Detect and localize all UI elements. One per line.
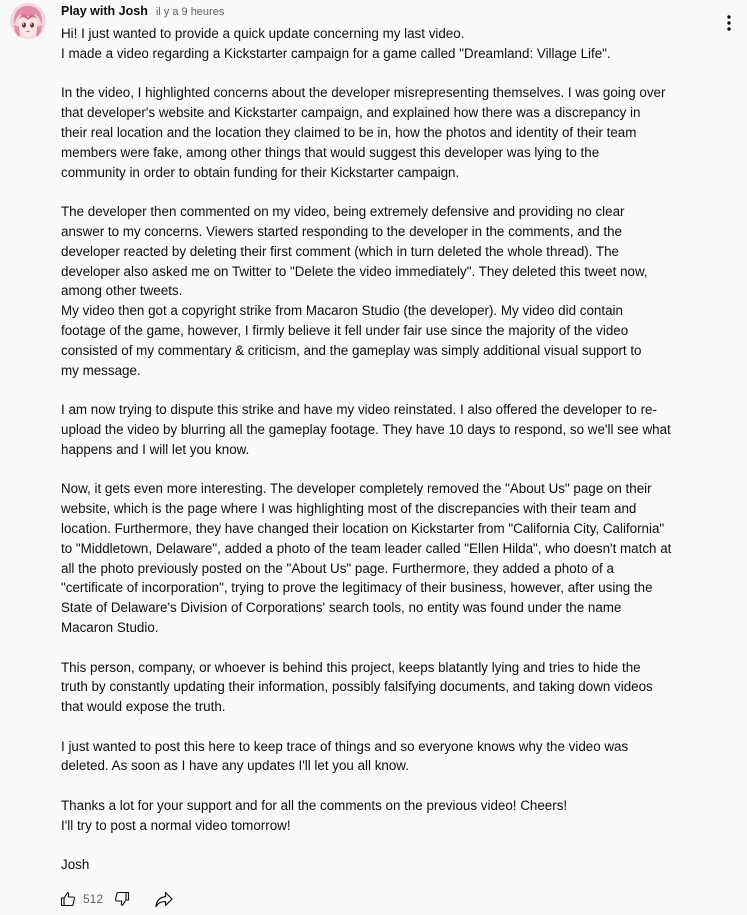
avatar-image <box>10 3 46 39</box>
comment-text-line: Hi! I just wanted to provide a quick update concerning my last video. <box>61 26 465 41</box>
share-button[interactable] <box>153 888 175 910</box>
comment-text-line: Thanks a lot for your support and for all the comments on the previous video! Cheers! <box>61 798 568 814</box>
comment-text-line: location. Furthermore, they have changed their location on Kickstarter from "California City, California" <box>61 520 665 536</box>
comment-body <box>61 24 721 895</box>
comment-text-line: I am now trying to dispute this strike and have my video reinstated. I also offered the developer to re- <box>61 402 657 418</box>
comment-text-line: Macaron Studio. <box>61 619 159 635</box>
comment-text-line: developer also asked me on Twitter to "Delete the video immediately". They deleted this tweet now, <box>61 263 648 279</box>
comment-text-line: website, which is the page where I was highlighting most of the discrepancies with their team and <box>61 501 637 517</box>
comment-text-line: The developer then commented on my video, being extremely defensive and providing no clear <box>61 204 625 220</box>
avatar[interactable] <box>10 3 46 39</box>
dislike-button[interactable] <box>113 890 131 908</box>
comment-text-line: that developer's website and Kickstarter campaign, and explained how there was a discrepancy in <box>61 105 641 121</box>
comment-text-line: In the video, I highlighted concerns about the developer misrepresenting themselves. I was going over <box>61 85 666 101</box>
comment-author[interactable]: Play with Josh <box>61 4 148 18</box>
comment-text-line: members were fake, among other things that would suggest this developer was lying to the <box>61 144 600 160</box>
comment-text-line: "certificate of incorporation", trying to prove the legitimacy of their business, however, after using the <box>61 580 653 596</box>
comment-text-line: I'll try to post a normal video tomorrow! <box>61 817 291 833</box>
comment-text-line: developer reacted by deleting their first comment (which in turn deleted the whole thread). The <box>61 243 619 259</box>
comment-text-line: among other tweets. <box>61 283 183 299</box>
comment-text-line: Josh <box>61 857 90 873</box>
comment-text-line: My video then got a copyright strike from Macaron Studio (the developer). My video did contain <box>61 303 623 319</box>
comment-menu-button[interactable] <box>719 13 739 35</box>
more-vert-icon <box>719 13 739 35</box>
like-button[interactable] <box>59 890 77 908</box>
comment-paragraph <box>61 24 721 64</box>
comment-text-line: to "Middletown, Delaware", added a photo of the team leader called "Ellen Hilda", who doesn't match at <box>61 540 672 556</box>
comment-paragraph <box>61 479 721 637</box>
comment-text-line: that would expose the truth. <box>61 699 226 715</box>
comment-text-line: my message. <box>61 362 141 378</box>
share-icon <box>154 889 174 909</box>
comment-paragraph <box>61 796 721 836</box>
comment-text-line: happens and I will let you know. <box>61 441 250 457</box>
comment-text-line: upload the video by blurring all the gameplay footage. They have 10 days to respond, so we'll see what <box>61 421 671 437</box>
comment-text-line: truth by constantly updating their information, possibly falsifying documents, and taking down videos <box>61 679 653 695</box>
comment-paragraph <box>61 400 721 459</box>
comment-text-line: This person, company, or whoever is behind this project, keeps blatantly lying and tries to hide the <box>61 659 641 675</box>
comment-text-line: State of Delaware's Division of Corporations' search tools, no entity was found under the name <box>61 600 622 616</box>
comment-text-line: community in order to obtain funding for their Kickstarter campaign. <box>61 164 460 180</box>
comment-header <box>61 4 224 22</box>
comment-text-line: all the photo previously posted on the "About Us" page. Furthermore, they added a photo of a <box>61 560 614 576</box>
comment-text-line: I just wanted to post this here to keep trace of things and so everyone knows why the video was <box>61 738 629 754</box>
comment-paragraph <box>61 855 721 875</box>
thumbs-up-icon <box>60 891 76 907</box>
comment-paragraph <box>61 658 721 717</box>
comment-text-line: their real location and the location they claimed to be in, how the photos and identity of their team <box>61 124 637 140</box>
comment-paragraph <box>61 202 721 380</box>
comment-paragraph <box>61 737 721 777</box>
comment-text-line: answer to my concerns. Viewers started responding to the developer in the comments, and the <box>61 223 622 239</box>
comment-timestamp[interactable]: il y a 9 heures <box>155 6 225 18</box>
comment-paragraph <box>61 83 721 182</box>
comment-text-line: Now, it gets even more interesting. The developer completely removed the "About Us" page on their <box>61 481 652 497</box>
comment-text-line: I made a video regarding a Kickstarter campaign for a game called "Dreamland: Village Life". <box>61 45 611 61</box>
like-count: 512 <box>83 892 104 906</box>
thumbs-down-icon <box>114 891 130 907</box>
comment-actions <box>59 886 175 912</box>
comment-text-line: consisted of my commentary & criticism, and the gameplay was simply additional visual support to <box>61 342 642 358</box>
comment-text-line: footage of the game, however, I firmly believe it fell under fair use since the majority of the video <box>61 322 629 338</box>
comment-text-line: deleted. As soon as I have any updates I'll let you all know. <box>61 758 409 774</box>
